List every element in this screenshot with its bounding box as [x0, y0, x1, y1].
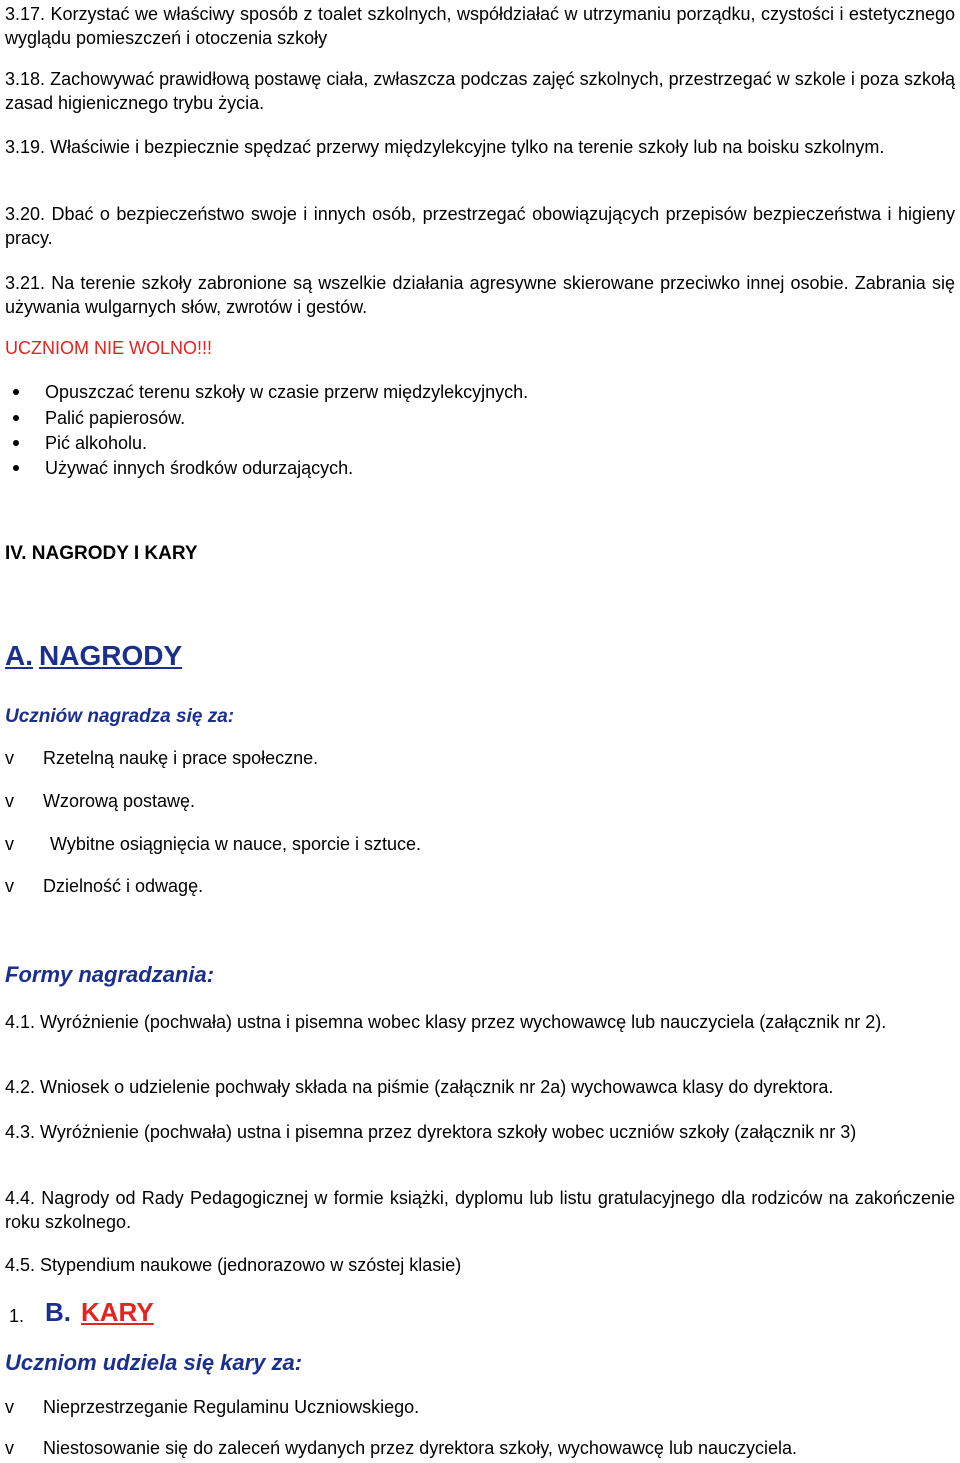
punishments-title: KARY [81, 1297, 154, 1327]
forbidden-heading: UCZNIOM NIE WOLNO!!! [5, 338, 212, 358]
reward-item-text: Rzetelną naukę i prace społeczne. [43, 748, 319, 768]
reward-form-number: 4.5. [5, 1255, 36, 1275]
rule-text: Właściwie i bezpiecznie spędzać przerwy międzylekcyjne tylko na terenie szkoły lub na boisku szkolnym. [50, 137, 885, 157]
reward-form-text: Stypendium naukowe (jednorazowo w szóstej klasie) [40, 1255, 462, 1275]
rule-3-18 [5, 67, 955, 115]
forbidden-item-text: Opuszczać terenu szkoły w czasie przerw międzylekcyjnych. [45, 382, 529, 402]
reward-forms-heading: Formy nagradzania: [5, 962, 215, 987]
reward-form-4-4 [5, 1186, 955, 1234]
reward-form-text: Wyróżnienie (pochwała) ustna i pisemna wobec klasy przez wychowawcę lub nauczyciela (załącznik nr 2). [40, 1012, 887, 1032]
rule-number: 3.19. [5, 137, 46, 157]
rewards-title: NAGRODY [39, 640, 183, 671]
bullet-icon [13, 415, 19, 421]
rule-text: Na terenie szkoły zabronione są wszelkie działania agresywne skierowane przeciwko innej osobie. Zabrania się używania wulgarnych słów, zwrotów i gestów. [5, 273, 955, 317]
reward-item-text: Wzorową postawę. [43, 791, 196, 811]
rule-number: 3.20. [5, 204, 46, 224]
bullet-icon [13, 389, 19, 395]
reward-form-text: Wniosek o udzielenie pochwały składa na piśmie (załącznik nr 2a) wychowawca klasy do dyrektora. [40, 1077, 834, 1097]
rule-text: Korzystać we właściwy sposób z toalet szkolnych, współdziałać w utrzymaniu porządku, czystości i estetycznego wyglądu pomieszczeń i otoczenia szkoły [5, 4, 955, 48]
rule-3-19 [5, 135, 955, 159]
punishment-item-text: Niestosowanie się do zaleceń wydanych przez dyrektora szkoły, wychowawcę lub nauczyciela. [43, 1438, 798, 1458]
rewards-letter: A. [5, 640, 33, 671]
rule-number: 3.21. [5, 273, 46, 293]
rule-3-17 [5, 2, 955, 50]
check-mark-icon: v [5, 1438, 14, 1458]
reward-form-number: 4.4. [5, 1188, 36, 1208]
rule-number: 3.17. [5, 4, 46, 24]
reward-form-number: 4.1. [5, 1012, 36, 1032]
rewards-heading [5, 640, 182, 672]
check-mark-icon: v [5, 1397, 14, 1417]
rule-text: Zachowywać prawidłową postawę ciała, zwłaszcza podczas zajęć szkolnych, przestrzegać w szkole i poza szkołą zasad higienicznego trybu życia. [5, 69, 955, 113]
punishments-subheading: Uczniom udziela się kary za: [5, 1350, 303, 1375]
forbidden-item-text: Pić alkoholu. [45, 433, 148, 453]
reward-form-number: 4.3. [5, 1122, 36, 1142]
rule-3-21 [5, 271, 955, 319]
check-mark-icon: v [5, 834, 14, 854]
reward-form-number: 4.2. [5, 1077, 36, 1097]
check-mark-icon: v [5, 876, 14, 896]
reward-item-text: Wybitne osiągnięcia w nauce, sporcie i sztuce. [50, 834, 422, 854]
rewards-subheading: Uczniów nagradza się za: [5, 706, 235, 727]
reward-form-4-2 [5, 1075, 955, 1099]
punishment-item-text: Nieprzestrzeganie Regulaminu Uczniowskiego. [43, 1397, 420, 1417]
section-title: IV. NAGRODY I KARY [5, 543, 198, 564]
punishments-number: 1. [9, 1306, 25, 1326]
bullet-icon [13, 440, 19, 446]
reward-item-text: Dzielność i odwagę. [43, 876, 204, 896]
check-mark-icon: v [5, 748, 14, 768]
forbidden-item-text: Palić papierosów. [45, 408, 186, 428]
reward-form-text: Nagrody od Rady Pedagogicznej w formie książki, dyplomu lub listu gratulacyjnego dla rodziców na zakończenie roku szkolnego. [5, 1188, 955, 1232]
punishments-letter: B. [45, 1297, 71, 1327]
reward-form-4-1 [5, 1010, 955, 1034]
bullet-icon [13, 465, 19, 471]
forbidden-item-text: Używać innych środków odurzających. [45, 458, 354, 478]
reward-form-4-5 [5, 1253, 955, 1277]
rule-text: Dbać o bezpieczeństwo swoje i innych osób, przestrzegać obowiązujących przepisów bezpieczeństwa i higieny pracy. [5, 204, 955, 248]
reward-form-text: Wyróżnienie (pochwała) ustna i pisemna przez dyrektora szkoły wobec uczniów szkoły (załącznik nr 3) [40, 1122, 857, 1142]
rule-3-20 [5, 202, 955, 250]
check-mark-icon: v [5, 791, 14, 811]
rule-number: 3.18. [5, 69, 46, 89]
reward-form-4-3 [5, 1120, 955, 1144]
